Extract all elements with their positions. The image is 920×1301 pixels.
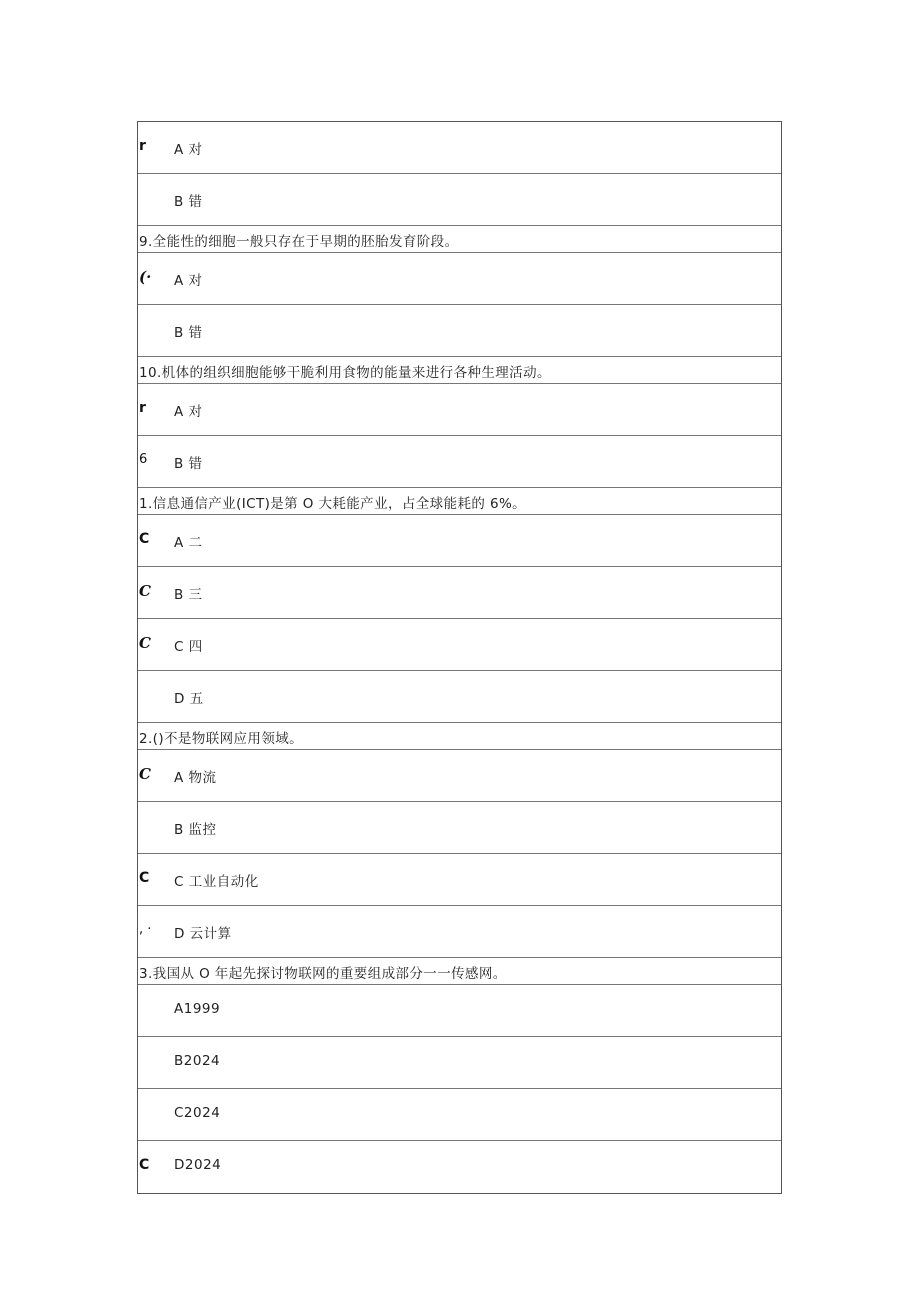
- option-marker[interactable]: (·: [139, 268, 152, 286]
- option-row[interactable]: [138, 671, 781, 723]
- option-row[interactable]: [138, 619, 781, 671]
- option-row[interactable]: [138, 253, 781, 305]
- question-row: [138, 958, 781, 985]
- option-label: A1999: [174, 1001, 221, 1017]
- option-label: B2024: [174, 1053, 221, 1069]
- option-label: C 工业自动化: [174, 874, 259, 890]
- option-marker[interactable]: , ·: [139, 922, 152, 937]
- question-text: 9.全能性的细胞一般只存在于早期的胚胎发育阶段。: [139, 234, 459, 250]
- option-label: D2024: [174, 1157, 222, 1173]
- option-row[interactable]: [138, 750, 781, 802]
- option-row[interactable]: [138, 567, 781, 619]
- question-row: [138, 226, 781, 253]
- option-row[interactable]: [138, 985, 781, 1037]
- quiz-table: [137, 121, 782, 1194]
- option-label: A 对: [174, 142, 203, 158]
- option-row[interactable]: [138, 1141, 781, 1193]
- option-label: C 四: [174, 639, 203, 655]
- option-marker[interactable]: C: [139, 634, 151, 652]
- option-label: C2024: [174, 1105, 221, 1121]
- question-text: 2.()不是物联网应用领域。: [139, 731, 304, 747]
- option-marker[interactable]: C: [139, 531, 150, 547]
- option-label: A 对: [174, 404, 203, 420]
- option-row[interactable]: [138, 854, 781, 906]
- option-marker[interactable]: C: [139, 582, 151, 600]
- question-row: [138, 723, 781, 750]
- option-marker[interactable]: r: [139, 400, 146, 416]
- option-row[interactable]: [138, 436, 781, 488]
- option-label: A 物流: [174, 770, 217, 786]
- question-text: 1.信息通信产业(ICT)是第 O 大耗能产业，占全球能耗的 6%。: [139, 496, 527, 512]
- option-row[interactable]: [138, 305, 781, 357]
- option-row[interactable]: [138, 1089, 781, 1141]
- option-label: B 三: [174, 587, 203, 603]
- option-label: B 错: [174, 456, 203, 472]
- option-row[interactable]: [138, 906, 781, 958]
- option-label: A 二: [174, 535, 203, 551]
- option-row[interactable]: [138, 122, 781, 174]
- option-marker[interactable]: r: [139, 138, 146, 154]
- option-row[interactable]: [138, 1037, 781, 1089]
- option-label: B 错: [174, 194, 203, 210]
- question-row: [138, 488, 781, 515]
- question-row: [138, 357, 781, 384]
- option-row[interactable]: [138, 515, 781, 567]
- option-marker[interactable]: 6: [139, 452, 148, 467]
- option-label: B 监控: [174, 822, 217, 838]
- option-label: D 五: [174, 691, 204, 707]
- option-marker[interactable]: C: [139, 870, 150, 886]
- option-row[interactable]: [138, 384, 781, 436]
- question-text: 3.我国从 O 年起先探讨物联网的重要组成部分一一传感网。: [139, 966, 507, 982]
- question-text: 10.机体的组织细胞能够干脆利用食物的能量来进行各种生理活动。: [139, 365, 551, 381]
- option-marker[interactable]: C: [139, 765, 151, 783]
- option-row[interactable]: [138, 174, 781, 226]
- option-label: B 错: [174, 325, 203, 341]
- option-label: A 对: [174, 273, 203, 289]
- option-label: D 云计算: [174, 926, 232, 942]
- option-marker[interactable]: C: [139, 1157, 150, 1173]
- option-row[interactable]: [138, 802, 781, 854]
